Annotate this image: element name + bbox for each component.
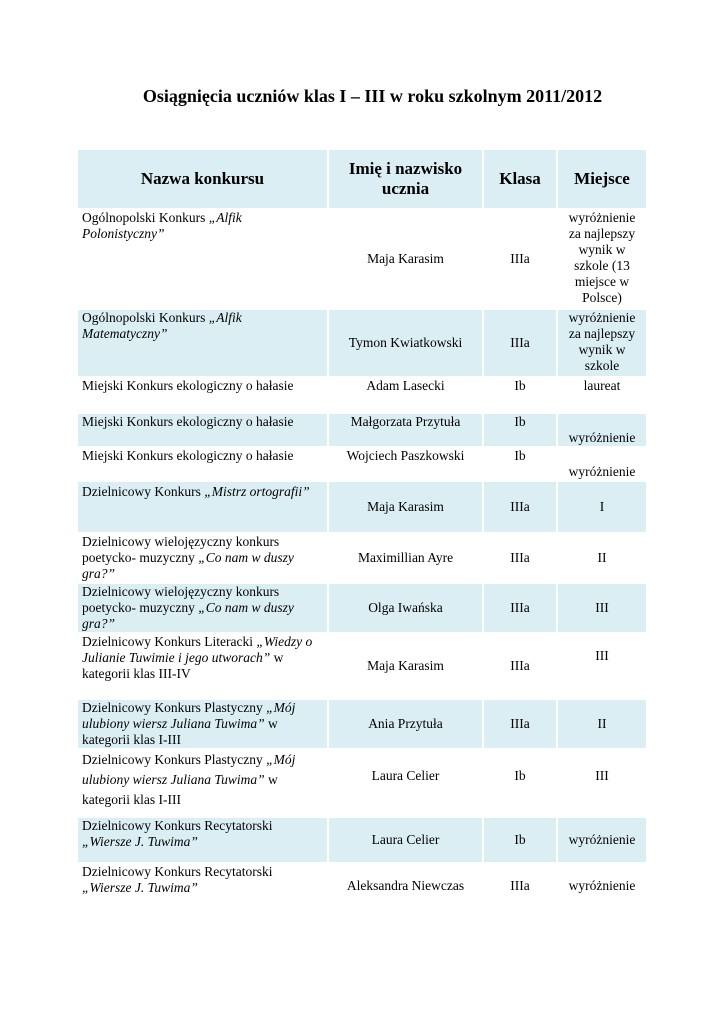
header-class: Klasa (483, 150, 557, 209)
cell-student: Adam Lasecki (328, 377, 483, 413)
cell-place: wyróżnienie (557, 413, 647, 447)
contest-title: „Mistrz ortografii” (204, 484, 310, 499)
cell-student: Maja Karasim (328, 209, 483, 309)
cell-contest (78, 481, 328, 533)
cell-student: Aleksandra Niewczas (328, 863, 483, 909)
contest-title: „Mój ulubiony wiersz Juliana Tuwima” (82, 700, 296, 731)
cell-place: II (557, 533, 647, 583)
table-row (78, 633, 647, 699)
cell-contest (78, 583, 328, 633)
contest-category: w kategorii klas I-III (82, 772, 278, 807)
cell-contest (78, 749, 328, 817)
cell-class: IIIa (483, 699, 557, 749)
cell-student: Małgorzata Przytuła (328, 413, 483, 447)
cell-student: Laura Celier (328, 749, 483, 817)
header-student-name (328, 150, 483, 209)
contest-title: „Alfik Matematyczny” (82, 310, 242, 341)
table-row (78, 863, 647, 909)
cell-student: Olga Iwańska (328, 583, 483, 633)
contest-text: Dzielnicowy Konkurs Literacki (82, 634, 257, 649)
table-row (78, 309, 647, 377)
cell-place: wyróżnienie (557, 817, 647, 863)
contest-title: „Mój ulubiony wiersz Juliana Tuwima” (82, 752, 296, 787)
cell-student: Tymon Kwiatkowski (328, 309, 483, 377)
header-student-line2: ucznia (381, 179, 430, 198)
contest-title: „Alfik Polonistyczny” (82, 210, 242, 241)
cell-class: IIIa (483, 583, 557, 633)
table-row (78, 583, 647, 633)
contest-text: Miejski Konkurs ekologiczny o hałasie (82, 448, 294, 463)
cell-contest (78, 413, 328, 447)
contest-category: w kategorii klas III-IV (82, 650, 284, 681)
contest-title: „Wiersze J. Tuwima” (82, 834, 198, 849)
table-header-row (78, 150, 647, 209)
table-row (78, 377, 647, 413)
cell-contest (78, 309, 328, 377)
contest-title: „Wiersze J. Tuwima” (82, 880, 198, 895)
cell-place: wyróżnienie (557, 863, 647, 909)
contest-text: Miejski Konkurs ekologiczny o hałasie (82, 414, 294, 429)
cell-class: Ib (483, 413, 557, 447)
cell-class: Ib (483, 749, 557, 817)
cell-contest (78, 633, 328, 699)
contest-title: „Co nam w duszy gra?” (82, 600, 294, 631)
contest-title: „Wiedzy o Julianie Tuwimie i jego utworach” (82, 634, 313, 665)
cell-contest (78, 533, 328, 583)
cell-place: wyróżnienie za najlepszy wynik w szkole (13 miejsce w Polsce) (557, 209, 647, 309)
table-row (78, 447, 647, 481)
cell-class: IIIa (483, 533, 557, 583)
cell-contest (78, 817, 328, 863)
cell-contest (78, 377, 328, 413)
cell-place: III (557, 583, 647, 633)
cell-contest (78, 863, 328, 909)
table-row (78, 413, 647, 447)
cell-class: Ib (483, 377, 557, 413)
table-row (78, 699, 647, 749)
cell-place: I (557, 481, 647, 533)
document-title: Osiągnięcia uczniów klas I – III w roku szkolnym 2011/2012 (142, 86, 603, 106)
cell-place: wyróżnienie (557, 447, 647, 481)
contest-text: Dzielnicowy Konkurs Plastyczny (82, 700, 267, 715)
cell-student: Laura Celier (328, 817, 483, 863)
cell-contest (78, 699, 328, 749)
cell-class: IIIa (483, 209, 557, 309)
table-row (78, 209, 647, 309)
contest-text: Dzielnicowy Konkurs (82, 484, 205, 499)
cell-class: IIIa (483, 481, 557, 533)
header-contest-name: Nazwa konkursu (78, 150, 328, 209)
cell-class: Ib (483, 447, 557, 481)
cell-place: laureat (557, 377, 647, 413)
cell-student: Wojciech Paszkowski (328, 447, 483, 481)
cell-contest (78, 447, 328, 481)
cell-student: Maximillian Ayre (328, 533, 483, 583)
contest-text: Dzielnicowy wielojęzyczny konkurs poetycko- muzyczny (82, 584, 280, 615)
cell-class: Ib (483, 817, 557, 863)
cell-student: Ania Przytuła (328, 699, 483, 749)
contest-text: Dzielnicowy Konkurs Recytatorski (82, 864, 273, 879)
contest-text: Dzielnicowy Konkurs Recytatorski (82, 818, 273, 833)
contest-text: Ogólnopolski Konkurs (82, 210, 209, 225)
cell-place: II (557, 699, 647, 749)
header-student-line1: Imię i nazwisko (348, 159, 463, 178)
cell-class: IIIa (483, 863, 557, 909)
achievements-table (78, 150, 648, 910)
contest-text: Ogólnopolski Konkurs (82, 310, 209, 325)
contest-category: w kategorii klas I-III (82, 716, 278, 747)
contest-text: Dzielnicowy wielojęzyczny konkurs poetycko- muzyczny (82, 534, 280, 565)
header-place: Miejsce (557, 150, 647, 209)
contest-title: „Co nam w duszy gra?” (82, 550, 294, 581)
cell-student: Maja Karasim (328, 481, 483, 533)
table-row (78, 749, 647, 817)
table-row (78, 481, 647, 533)
cell-place: wyróżnienie za najlepszy wynik w szkole (557, 309, 647, 377)
table-row (78, 533, 647, 583)
contest-text: Miejski Konkurs ekologiczny o hałasie (82, 378, 294, 393)
contest-text: Dzielnicowy Konkurs Plastyczny (82, 752, 267, 767)
cell-place: III (557, 633, 647, 699)
cell-contest (78, 209, 328, 309)
cell-class: IIIa (483, 633, 557, 699)
cell-student: Maja Karasim (328, 633, 483, 699)
table-row (78, 817, 647, 863)
cell-class: IIIa (483, 309, 557, 377)
cell-place: III (557, 749, 647, 817)
